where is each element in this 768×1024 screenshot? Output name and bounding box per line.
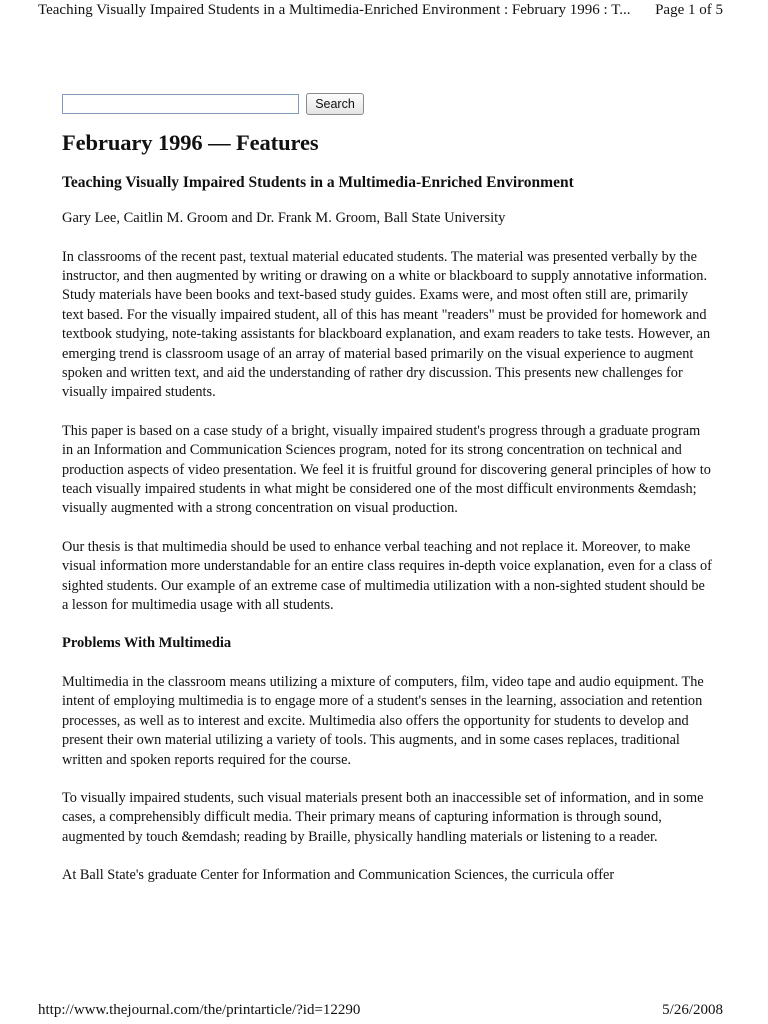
paragraph: In classrooms of the recent past, textual material educated students. The material was presented verbally by the instructor, and then augmented by writing or drawing on a white or blackboard to supply annotative information. Study materials have been books and text-based study guides. Exams were, and most often still are, primarily text based. For the visually impaired student, all of this has meant "readers" must be provided for homework and textbook studying, note-taking assistants for blackboard explanation, and exam readers to take tests. However, an emerging trend is classroom usage of an array of material based primarily on the visual experience to augment spoken and written text, and aid the understanding of rather dry discussion. This presents new challenges for visually impaired students. [62,248,711,401]
print-header-title: Teaching Visually Impaired Students in a Multimedia-Enriched Environment : February 1996 : T... [38,2,631,18]
section-heading: Problems With Multimedia [62,635,232,652]
print-footer-url: http://www.thejournal.com/the/printarticle/?id=12290 [38,1002,361,1018]
paragraph: At Ball State's graduate Center for Information and Communication Sciences, the curricula offer [62,867,615,884]
page-title: February 1996 — Features [62,130,319,155]
paragraph: To visually impaired students, such visual materials present both an inaccessible set of information, and in some cases, a comprehensibly difficult media. Their primary means of capturing information is through sound, augmented by touch &emdash; reading by Braille, physically handling materials or listening to a reader. [62,789,704,845]
search-input[interactable] [62,94,299,114]
paragraph: Our thesis is that multimedia should be used to enhance verbal teaching and not replace it. Moreover, to make visual information more understandable for an entire class requires in-depth voice explanation, even for a class of sighted students. Our example of an extreme case of multimedia utilization with a non-sighted student should be a lesson for multimedia usage with all students. [62,538,712,613]
search-button[interactable]: Search [306,93,364,115]
page-indicator: Page 1 of 5 [655,2,723,18]
paragraph: This paper is based on a case study of a bright, visually impaired student's progress through a graduate program in an Information and Communication Sciences program, noted for its strong concentration on technical and production aspects of video presentation. We feel it is fruitful ground for discovering general principles of how to teach visually impaired students in what might be considered one of the most difficult environments &emdash; visually augmented with a strong concentration on visual production. [62,422,711,517]
article-authors: Gary Lee, Caitlin M. Groom and Dr. Frank M. Groom, Ball State University [62,210,506,226]
print-header [0,0,768,20]
article-content [62,128,712,886]
paragraph: Multimedia in the classroom means utilizing a mixture of computers, film, video tape and audio equipment. The intent of employing multimedia is to engage more of a student's senses in the learning, association and retention processes, as well as to interest and excite. Multimedia also offers the opportunity for students to develop and present their own material utilizing a variety of tools. This augments, and in some cases replaces, traditional written and spoken reports required for the course. [62,673,704,768]
print-footer [0,1000,768,1024]
print-footer-date: 5/26/2008 [662,1002,723,1018]
article-title: Teaching Visually Impaired Students in a Multimedia-Enriched Environment [62,174,574,191]
